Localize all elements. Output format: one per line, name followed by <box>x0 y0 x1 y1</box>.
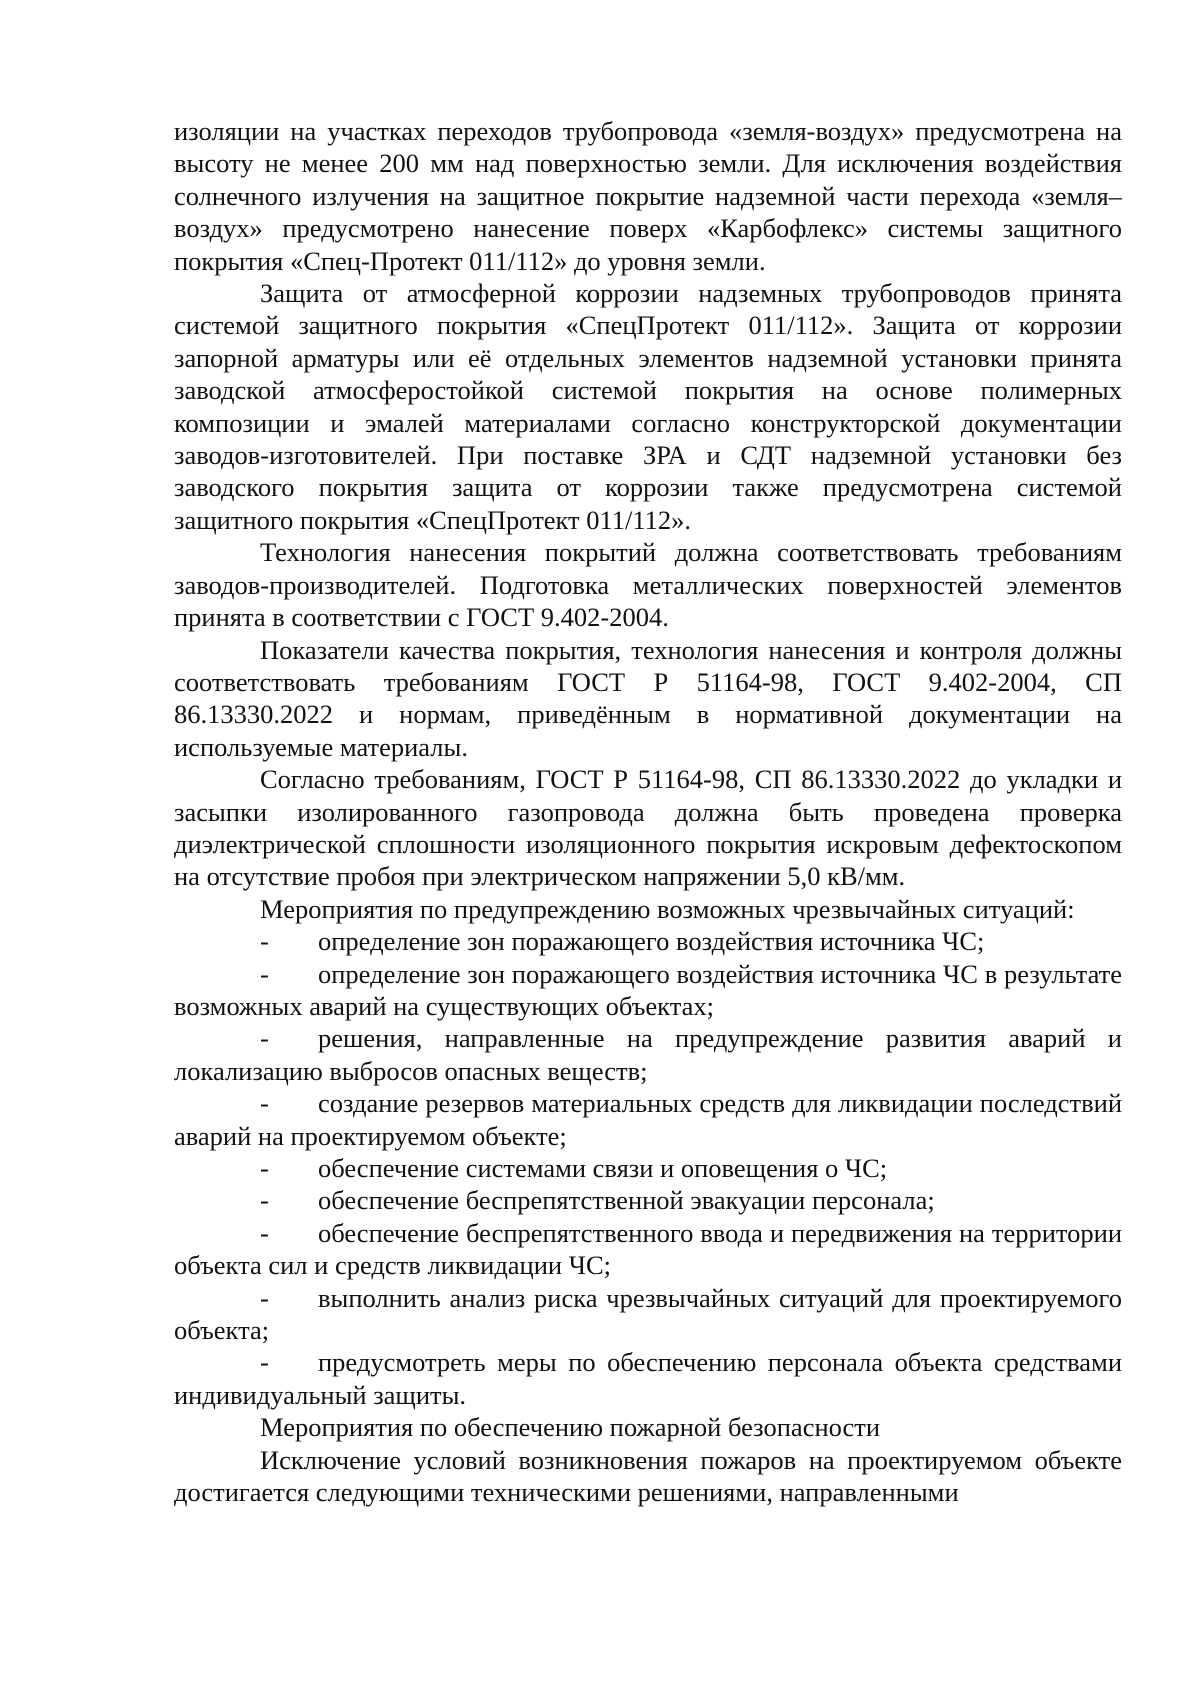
list-dash: - <box>260 1023 269 1054</box>
document-body <box>174 115 1122 1508</box>
paragraph-quality-indicators: Показатели качества покрытия, технология нанесения и контроля должны соответствовать требованиям ГОСТ Р 51164-98, ГОСТ 9.402-2004, СП 86.13330.2022 и нормам, приведённым в нормативной документации на используемые материалы. <box>174 634 1122 762</box>
list-item-text: выполнить анализ риска чрезвычайных ситуаций для проектируемого объекта; <box>174 1282 1122 1346</box>
list-item-text: обеспечение беспрепятственной эвакуации персонала; <box>318 1185 935 1216</box>
list-item-text: обеспечение системами связи и оповещения о ЧС; <box>318 1153 888 1183</box>
list-item-text: решения, направленные на предупреждение развития аварий и локализацию выбросов опасных веществ; <box>174 1023 1122 1086</box>
list-item-text: определение зон поражающего воздействия источника ЧС; <box>318 926 985 957</box>
fire-safety-heading: Мероприятия по обеспечению пожарной безопасности <box>260 1412 881 1443</box>
list-dash: - <box>260 1282 269 1313</box>
list-item <box>174 1022 1122 1087</box>
list-item-text: создание резервов материальных средств для ликвидации последствий аварий на проектируемом объекте; <box>174 1088 1122 1151</box>
paragraph-emergency-measures-intro: Мероприятия по предупреждению возможных чрезвычайных ситуаций: <box>260 893 1075 924</box>
list-item <box>174 1217 1122 1282</box>
list-item-text: определение зон поражающего воздействия источника ЧС в результате возможных аварий на существующих объектах; <box>174 958 1122 1021</box>
paragraph-insulation-transition: изоляции на участках переходов трубопровода «земля-воздух» предусмотрена на высоту не менее 200 мм над поверхностью земли. Для исключения воздействия солнечного излучения на защитное покрытие надземной части перехода «земля–воздух» предусмотрено нанесение поверх «Карбофлекс» системы защитного покрытия «Спец-Протект 011/112» до уровня земли. <box>174 116 1122 276</box>
list-dash: - <box>260 1185 269 1216</box>
paragraph-dielectric-check: Согласно требованиям, ГОСТ Р 51164-98, СП 86.13330.2022 до укладки и засыпки изолированного газопровода должна быть проведена проверка диэлектрической сплошности изоляционного покрытия искровым дефектоскопом на отсутствие пробоя при электрическом напряжении 5,0 кВ/мм. <box>174 764 1122 892</box>
list-dash: - <box>260 1088 269 1119</box>
list-item <box>174 1184 1122 1216</box>
list-dash: - <box>260 958 269 989</box>
paragraph-atmospheric-corrosion: Защита от атмосферной коррозии надземных трубопроводов принята системой защитного покрытия «СпецПротект 011/112». Защита от коррозии запорной арматуры или её отдельных элементов надземной установки принята заводской атмосферостойкой системой покрытия на основе полимерных композиции и эмалей материалами согласно конструкторской документации заводов-изготовителей. При поставке ЗРА и СДТ надземной установки без заводского покрытия защита от коррозии также предусмотрена системой защитного покрытия «СпецПротект 011/112». <box>174 278 1122 535</box>
list-item <box>174 925 1122 957</box>
list-dash: - <box>260 926 269 957</box>
list-item-text: обеспечение беспрепятственного ввода и передвижения на территории объекта сил и средств ликвидации ЧС; <box>174 1217 1122 1281</box>
list-dash: - <box>260 1153 269 1183</box>
list-item <box>174 1346 1122 1411</box>
list-item <box>174 1282 1122 1347</box>
emergency-measures-list <box>174 925 1122 1411</box>
paragraph-fire-prevention: Исключение условий возникновения пожаров на проектируемом объекте достигается следующими техническими решениями, направленными <box>174 1444 1122 1508</box>
list-item <box>174 1087 1122 1152</box>
paragraph-coating-technology: Технология нанесения покрытий должна соответствовать требованиям заводов-производителей. Подготовка металлических поверхностей элементов принята в соответствии с ГОСТ 9.402-2004. <box>174 537 1122 633</box>
list-dash: - <box>260 1347 269 1378</box>
list-item <box>174 958 1122 1023</box>
list-dash: - <box>260 1217 269 1248</box>
list-item-text: предусмотреть меры по обеспечению персонала объекта средствами индивидуальный защиты. <box>174 1347 1122 1410</box>
list-item <box>174 1152 1122 1184</box>
